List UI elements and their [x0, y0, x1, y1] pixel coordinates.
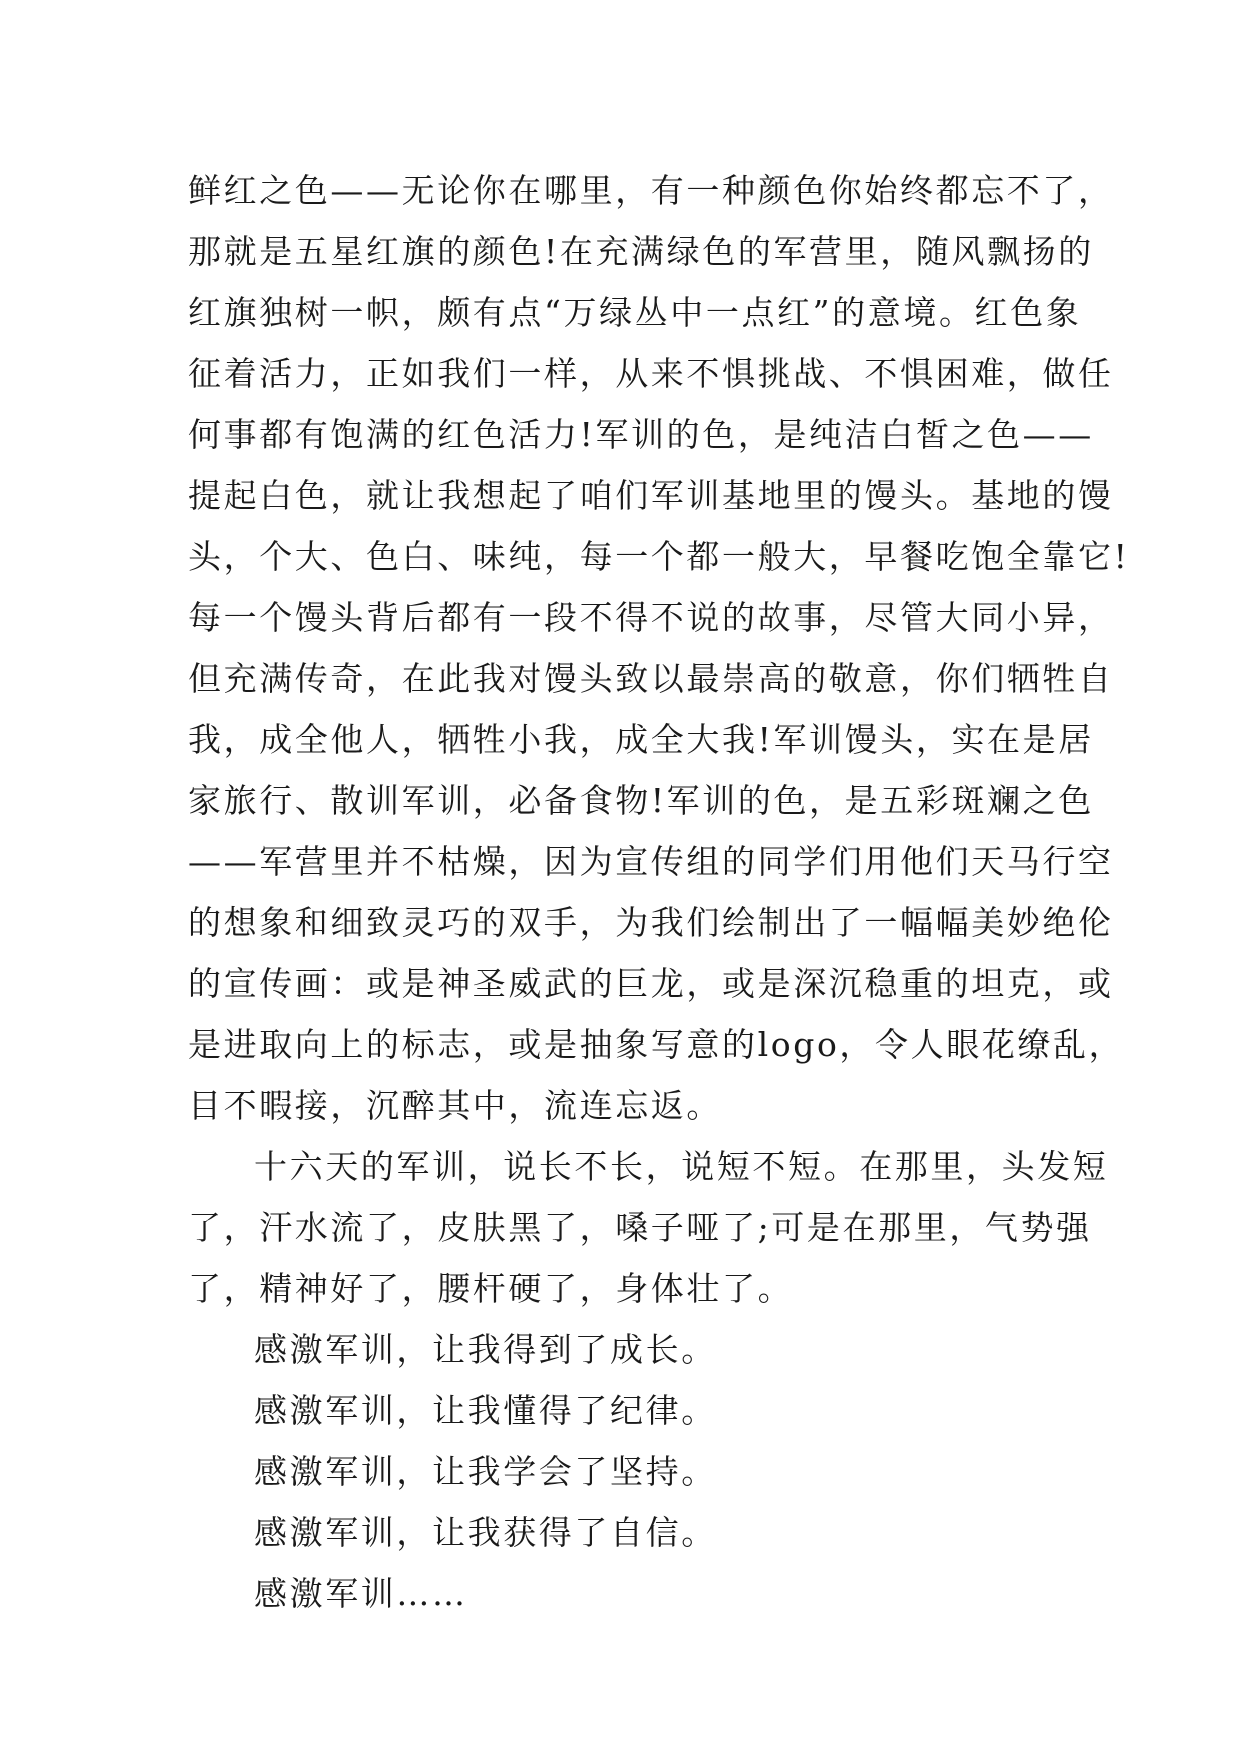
text-line: 了，精神好了，腰杆硬了，身体壮了。: [188, 1269, 794, 1308]
text-line: 何事都有饱满的红色活力!军训的色，是纯洁白皙之色——: [188, 415, 1094, 454]
text-line: 我，成全他人，牺牲小我，成全大我!军训馒头，实在是居: [188, 720, 1094, 759]
gratitude-line: 感激军训，让我得到了成长。: [254, 1330, 717, 1369]
text-line: 了，汗水流了，皮肤黑了，嗓子哑了;可是在那里，气势强: [188, 1208, 1092, 1247]
text-line: 但充满传奇，在此我对馒头致以最崇高的敬意，你们牺牲自: [188, 659, 1114, 698]
text-line: ——军营里并不枯燥，因为宣传组的同学们用他们天马行空: [188, 842, 1114, 881]
text-line: 家旅行、散训军训，必备食物!军训的色，是五彩斑斓之色: [188, 781, 1094, 820]
gratitude-line: 感激军训，让我获得了自信。: [254, 1513, 717, 1552]
text-line: 鲜红之色——无论你在哪里，有一种颜色你始终都忘不了，: [188, 171, 1114, 210]
body-text: [188, 160, 1130, 1624]
paragraph-start-line: 十六天的军训，说长不长，说短不短。在那里，头发短: [254, 1147, 1109, 1186]
text-line: 红旗独树一帜，颇有点“万绿丛中一点红”的意境。红色象: [188, 293, 1082, 332]
text-line: 目不暇接，沉醉其中，流连忘返。: [188, 1086, 722, 1125]
gratitude-line: 感激军训……: [254, 1574, 468, 1613]
text-line: 每一个馒头背后都有一段不得不说的故事，尽管大同小异，: [188, 598, 1114, 637]
gratitude-line: 感激军训，让我懂得了纪律。: [254, 1391, 717, 1430]
text-line: 是进取向上的标志，或是抽象写意的logo，令人眼花缭乱，: [188, 1025, 1125, 1064]
text-line: 头，个大、色白、味纯，每一个都一般大，早餐吃饱全靠它!: [188, 537, 1130, 576]
text-line: 那就是五星红旗的颜色!在充满绿色的军营里，随风飘扬的: [188, 232, 1094, 271]
gratitude-line: 感激军训，让我学会了坚持。: [254, 1452, 717, 1491]
text-line: 的宣传画：或是神圣威武的巨龙，或是深沉稳重的坦克，或: [188, 964, 1114, 1003]
text-line: 提起白色，就让我想起了咱们军训基地里的馒头。基地的馒: [188, 476, 1114, 515]
text-line: 征着活力，正如我们一样，从来不惧挑战、不惧困难，做任: [188, 354, 1114, 393]
text-line: 的想象和细致灵巧的双手，为我们绘制出了一幅幅美妙绝伦: [188, 903, 1114, 942]
